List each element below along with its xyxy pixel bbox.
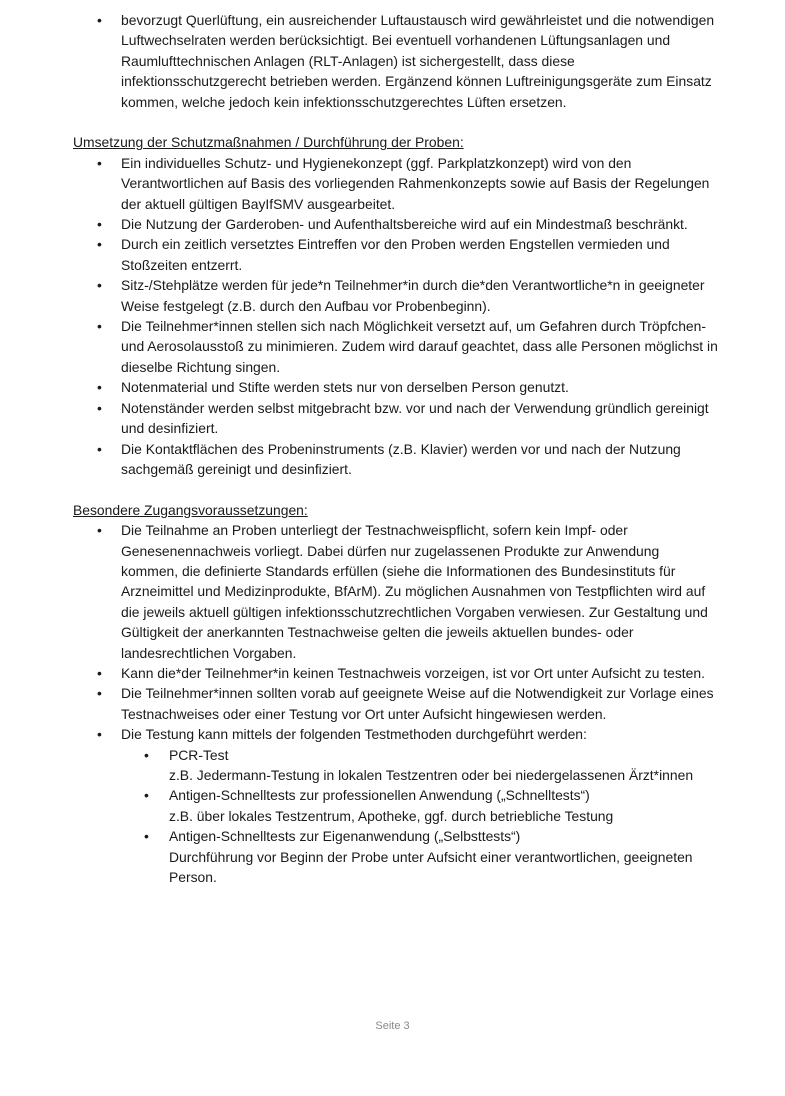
list-item [0, 214, 719, 234]
sub-list-item-title: Antigen-Schnelltests zur professionellen Anwendung („Schnelltests“) [169, 787, 590, 804]
bullet: • [97, 154, 102, 171]
bullet: • [144, 787, 149, 804]
list-item-text: Die Kontaktflächen des Probeninstruments (z.B. Klavier) werden vor und nach der Nutzung sachgemäß gereinigt und desinfiziert. [121, 440, 681, 477]
sub-list-item [0, 785, 729, 826]
section-heading-schutzmassnahmen: Umsetzung der Schutzmaßnahmen / Durchführung der Proben: [73, 134, 464, 151]
list-item-text: Sitz-/Stehplätze werden für jede*n Teilnehmer*in durch die*den Verantwortliche*n in geeigneter Weise festgelegt (z.B. durch den Aufbau vor Probenbeginn). [121, 277, 705, 314]
bullet: • [144, 746, 149, 763]
bullet: • [97, 216, 102, 233]
list-item-text: Die Teilnehmer*innen sollten vorab auf geeignete Weise auf die Notwendigkeit zur Vorlage eines Testnachweises oder einer Testung vor Ort unter Aufsicht hingewiesen werden. [121, 685, 714, 722]
section-heading-zugangsvoraussetzungen: Besondere Zugangsvoraussetzungen: [73, 501, 308, 518]
list-item [0, 520, 719, 663]
list-item [0, 316, 719, 377]
bullet: • [97, 277, 102, 294]
bullet: • [97, 664, 102, 681]
bullet: • [97, 522, 102, 539]
list-item [0, 377, 719, 397]
list-item-text: Die Teilnahme an Proben unterliegt der Testnachweispflicht, sofern kein Impf- oder Genesenennachweis vorliegt. Dabei dürfen nur zugelassenen Produkte zur Anwendung kommen, die definierte Standards erfüllen (siehe die Informationen des Bundesinstituts für Arzneimittel und Medizinprodukte, BfArM). Zu möglichen Ausnahmen von Testpflichten wird auf die jeweils aktuell gültigen infektionsschutzrechtlichen Vorgaben verwiesen. Zur Gestaltung und Gültigkeit der anerkannten Testnachweise gelten die jeweils aktuellen bundes- oder landesrechtlichen Vorgaben. [121, 522, 708, 661]
page-number: Seite 3 [375, 1020, 410, 1032]
sub-list-item-detail: Durchführung vor Beginn der Probe unter Aufsicht einer verantwortlichen, geeigneten Person. [169, 848, 693, 886]
list-item-text: Die Nutzung der Garderoben- und Aufenthaltsbereiche wird auf ein Mindestmaß beschränkt. [121, 216, 688, 233]
list-item [0, 234, 719, 275]
list-item-text: Kann die*der Teilnehmer*in keinen Testnachweis vorzeigen, ist vor Ort unter Aufsicht zu testen. [121, 664, 705, 681]
bullet: • [97, 12, 102, 28]
bullet: • [97, 685, 102, 702]
bullet: • [97, 440, 102, 457]
sub-list-item-detail: z.B. über lokales Testzentrum, Apotheke, ggf. durch betriebliche Testung [169, 807, 614, 824]
sub-list-item [0, 826, 729, 887]
list-item [0, 275, 719, 316]
bullet: • [97, 318, 102, 335]
list-item-text: Ein individuelles Schutz- und Hygienekonzept (ggf. Parkplatzkonzept) wird von den Verantwortlichen auf Basis des vorliegenden Rahmenkonzepts sowie auf Basis der Regelungen der aktuell gültigen BayIfSMV ausgearbeitet. [121, 154, 710, 212]
sub-list-item-title: Antigen-Schnelltests zur Eigenanwendung („Selbsttests“) [169, 828, 521, 845]
list-item [0, 663, 719, 683]
list-item-text: Die Testung kann mittels der folgenden Testmethoden durchgeführt werden: [121, 726, 587, 743]
bullet: • [144, 828, 149, 845]
bullet: • [97, 236, 102, 253]
list-item [0, 10, 719, 112]
bullet: • [97, 379, 102, 396]
list-item [0, 153, 719, 214]
list-item-text: Notenmaterial und Stifte werden stets nur von derselben Person genutzt. [121, 379, 569, 396]
sub-list-item [0, 745, 729, 786]
sub-list-item-title: PCR-Test [169, 746, 229, 763]
list-item-text: Die Teilnehmer*innen stellen sich nach Möglichkeit versetzt auf, um Gefahren durch Tröpfchen- und Aerosolausstoß zu minimieren. Zudem wird darauf geachtet, dass alle Personen möglichst in dieselbe Richtung singen. [121, 318, 718, 375]
list-item-text: Notenständer werden selbst mitgebracht bzw. vor und nach der Verwendung gründlich gereinigt und desinfiziert. [121, 399, 709, 437]
bullet: • [97, 399, 102, 416]
list-item [0, 724, 719, 744]
list-item [0, 683, 719, 724]
list-item [0, 439, 719, 480]
list-item-text: Durch ein zeitlich versetztes Eintreffen vor den Proben werden Engstellen vermieden und Stoßzeiten entzerrt. [121, 236, 670, 273]
list-item-text: bevorzugt Querlüftung, ein ausreichender Luftaustausch wird gewährleistet und die notwendigen Luftwechselraten werden berücksichtigt. Bei eventuell vorhandenen Lüftungsanlagen und Raumlufttechnischen Anlagen (RLT-Anlagen) ist sichergestellt, dass diese infektionsschutzgerecht betrieben werden. Ergänzend können Luftreinigungsgeräte zum Einsatz kommen, welche jedoch kein infektionsschutzgerechtes Lüften ersetzen. [121, 12, 715, 110]
sub-list-item-detail: z.B. Jedermann-Testung in lokalen Testzentren oder bei niedergelassenen Ärzt*innen [169, 767, 694, 783]
list-item [0, 398, 719, 439]
bullet: • [97, 726, 102, 743]
